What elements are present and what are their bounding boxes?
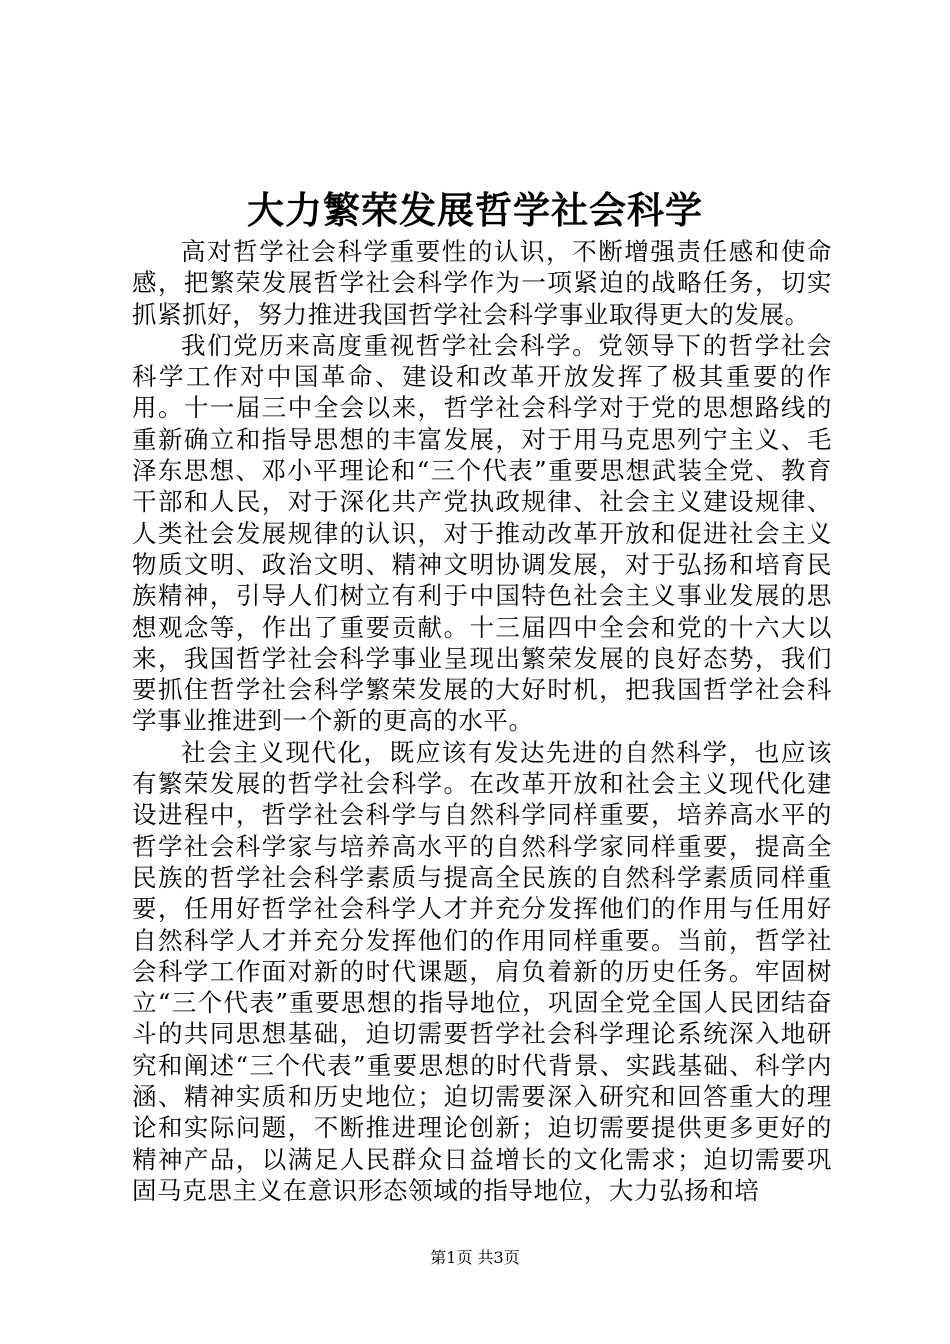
paragraph-3: 社会主义现代化，既应该有发达先进的自然科学，也应该有繁荣发展的哲学社会科学。在改革开放和社会主义现代化建设进程中，哲学社会科学与自然科学同样重要，培养高水平的哲学社会科学家与培养高水平的自然科学家同样重要，提高全民族的哲学社会科学素质与提高全民族的自然科学素质同样重要，任用好哲学社会科学人才并充分发挥他们的作用与任用好自然科学人才并充分发挥他们的作用同样重要。当前，哲学社会科学工作面对新的时代课题，肩负着新的历史任务。牢固树立“三个代表”重要思想的指导地位，巩固全党全国人民团结奋斗的共同思想基础，迫切需要哲学社会科学理论系统深入地研究和阐述“三个代表”重要思想的时代背景、实践基础、科学内涵、精神实质和历史地位；迫切需要深入研究和回答重大的理论和实际问题，不断推进理论创新；迫切需要提供更多更好的精神产品，以满足人民群众日益增长的文化需求；迫切需要巩固马克思主义在意识形态领域的指导地位，大力弘扬和培 bbox=[132, 737, 832, 1205]
page-footer bbox=[0, 1248, 950, 1268]
paragraph-1: 高对哲学社会科学重要性的认识，不断增强责任感和使命感，把繁荣发展哲学社会科学作为一项紧迫的战略任务，切实抓紧抓好，努力推进我国哲学社会科学事业取得更大的发展。 bbox=[132, 237, 832, 329]
document-body bbox=[132, 236, 832, 1206]
paragraph-2: 我们党历来高度重视哲学社会科学。党领导下的哲学社会科学工作对中国革命、建设和改革开放发挥了极其重要的作用。十一届三中全会以来，哲学社会科学对于党的思想路线的重新确立和指导思想的丰富发展，对于用马克思列宁主义、毛泽东思想、邓小平理论和“三个代表”重要思想武装全党、教育干部和人民，对于深化共产党执政规律、社会主义建设规律、人类社会发展规律的认识，对于推动改革开放和促进社会主义物质文明、政治文明、精神文明协调发展，对于弘扬和培育民族精神，引导人们树立有利于中国特色社会主义事业发展的思想观念等，作出了重要贡献。十三届四中全会和党的十六大以来，我国哲学社会科学事业呈现出繁荣发展的良好态势，我们要抓住哲学社会科学繁荣发展的大好时机，把我国哲学社会科学事业推进到一个新的更高的水平。 bbox=[132, 330, 832, 736]
page-number: 第1页 共3页 bbox=[430, 1248, 520, 1267]
document-title: 大力繁荣发展哲学社会科学 bbox=[247, 188, 703, 232]
